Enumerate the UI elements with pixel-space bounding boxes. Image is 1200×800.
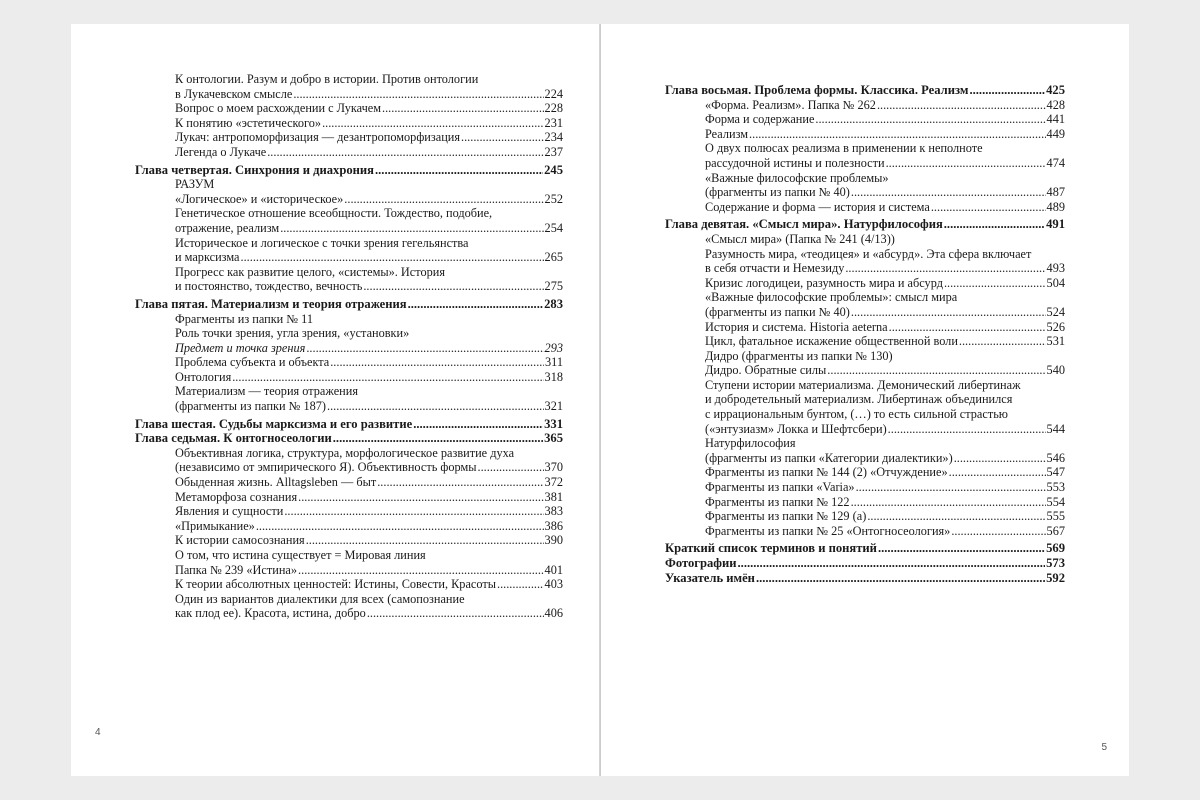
entry-page-number: 474 (1046, 155, 1065, 170)
section-entry (135, 548, 563, 577)
entry-title: (фрагменты из папки № 40) (705, 185, 850, 200)
entry-page-number: 428 (1046, 97, 1065, 112)
chapter-entry (665, 83, 1065, 98)
entry-text-line: и добродетельный материализм. Либертинаж объединился (705, 392, 1013, 407)
entry-title: Глава седьмая. К онтогносеологии (135, 431, 332, 446)
entry-title: Глава восьмая. Проблема формы. Классика. Реализм (665, 83, 969, 97)
section-entry (135, 312, 563, 341)
entry-title: Роль точки зрения, угла зрения, «установки» (175, 326, 410, 341)
entry-text-line: Генетическое отношение всеобщности. Тождество, подобие, (175, 206, 493, 221)
entry-title: Фрагменты из папки № 25 «Онтогносеология» (705, 523, 951, 538)
entry-page-number: 245 (544, 162, 563, 177)
section-entry (135, 475, 563, 490)
entry-page-number: 365 (544, 431, 563, 446)
chapter-entry (135, 163, 563, 178)
entry-page-number: 554 (1046, 494, 1065, 509)
dot-leader (461, 130, 544, 145)
entry-text-line: Фрагменты из папки № 11 (175, 311, 313, 326)
entry-title: (независимо от эмпирического Я). Объективность формы (175, 460, 477, 475)
entry-text-line: «Смысл мира» (Папка № 241 (4/13)) (705, 231, 895, 246)
entry-page-number: 567 (1046, 523, 1065, 538)
entry-text-line: Материализм — теория отражения (175, 384, 358, 399)
entry-title: Кризис логодицеи, разумность мира и абсурд (705, 275, 943, 290)
dot-leader (363, 279, 543, 294)
section-entry (135, 384, 563, 413)
dot-leader (944, 276, 1046, 291)
dot-leader (851, 185, 1046, 200)
entry-title: К истории самосознания (175, 533, 305, 548)
dot-leader (749, 127, 1046, 142)
dot-leader (738, 556, 1046, 571)
entry-title: «Примыкание» (175, 518, 255, 533)
entry-title: Форма и содержание (705, 112, 815, 127)
dot-leader (827, 363, 1045, 378)
section-entry (135, 533, 563, 548)
entry-page-number: 228 (544, 101, 563, 116)
entry-text-line: Натурфилософия (705, 436, 796, 451)
dot-leader (377, 475, 543, 490)
entry-text-line: «Важные философские проблемы» (705, 170, 889, 185)
chapter-entry (135, 297, 563, 312)
dot-leader (367, 606, 544, 621)
entry-text-line: Дидро (фрагменты из папки № 130) (705, 348, 893, 363)
entry-title: («энтузиазм» Локка и Шефтсбери) (705, 421, 887, 436)
entry-page-number: 293 (544, 340, 563, 355)
dot-leader (256, 519, 544, 534)
entry-title: отражение, реализм (175, 220, 280, 235)
dot-leader (497, 577, 544, 592)
dot-leader (954, 451, 1046, 466)
entry-page-number: 331 (544, 416, 563, 431)
section-entry (665, 112, 1065, 127)
entry-page-number: 254 (544, 220, 563, 235)
entry-title: Легенда о Лукаче (175, 144, 267, 159)
section-entry (665, 436, 1065, 465)
entry-title: Цикл, фатальное искажение общественной воли (705, 334, 958, 349)
section-entry (665, 290, 1065, 319)
entry-title: Краткий список терминов и понятий (665, 541, 877, 556)
dot-leader (877, 98, 1046, 113)
section-entry (665, 320, 1065, 335)
dot-leader (878, 541, 1045, 556)
dot-leader (889, 320, 1046, 335)
dot-leader (344, 192, 543, 207)
entry-text-line: «Важные философские проблемы»: смысл мира (705, 290, 958, 305)
section-entry (665, 127, 1065, 142)
entry-page-number: 318 (544, 369, 563, 384)
dot-leader (959, 334, 1046, 349)
dot-leader (478, 460, 544, 475)
entry-text-line: Разумность мира, «теодицея» и «абсурд». Эта сфера включает (705, 246, 1032, 261)
section-entry (135, 72, 563, 101)
entry-page-number: 531 (1046, 334, 1065, 349)
dot-leader (232, 370, 543, 385)
dot-leader (298, 563, 544, 578)
entry-page-number: 283 (544, 296, 563, 311)
section-entry (665, 480, 1065, 495)
section-entry (135, 490, 563, 505)
entry-title: Содержание и форма — история и система (705, 199, 930, 214)
entry-title: Указатель имён (665, 570, 755, 585)
entry-title: и марксизма (175, 250, 240, 265)
entry-title: Фрагменты из папки № 144 (2) «Отчуждение» (705, 465, 948, 480)
dot-leader (298, 490, 543, 505)
entry-page-number: 383 (544, 504, 563, 519)
section-entry (135, 206, 563, 235)
entry-text-line: Ступени истории материализма. Демонический либертинаж (705, 377, 1021, 392)
dot-leader (330, 355, 544, 370)
section-entry (665, 349, 1065, 378)
entry-title: Глава четвертая. Синхрония и диахрония (135, 162, 374, 177)
entry-page-number: 237 (544, 144, 563, 159)
section-entry (665, 141, 1065, 170)
section-entry (135, 446, 563, 475)
dot-leader (856, 480, 1046, 495)
section-entry (135, 236, 563, 265)
entry-page-number: 487 (1046, 185, 1065, 200)
entry-text-line: О двух полюсах реализма в применении к неполноте (705, 141, 983, 156)
dot-leader (951, 524, 1045, 539)
dot-leader (851, 305, 1046, 320)
section-entry (135, 145, 563, 160)
entry-page-number: 441 (1046, 112, 1065, 127)
entry-text-line: Прогресс как развитие целого, «системы». История (175, 264, 446, 279)
page-number: 5 (1101, 742, 1107, 753)
section-entry (135, 265, 563, 294)
entry-title: Онтология (175, 369, 232, 384)
entry-text-line: РАЗУМ (175, 177, 215, 192)
dot-leader (322, 116, 543, 131)
table-of-contents (135, 72, 563, 621)
section-entry (665, 98, 1065, 113)
dot-leader (756, 571, 1045, 586)
entry-title: Предмет и точка зрения (175, 340, 306, 355)
entry-text-line: О том, что истина существует = Мировая линия (175, 548, 426, 562)
entry-text-line: с иррациональным бунтом, (…) то есть сильной страстью (705, 407, 1008, 422)
section-entry (135, 355, 563, 370)
dot-leader (886, 156, 1046, 171)
chapter-entry (665, 541, 1065, 556)
chapter-entry (135, 417, 563, 432)
entry-page-number: 386 (544, 518, 563, 533)
dot-leader (333, 431, 543, 446)
section-entry (665, 465, 1065, 480)
entry-page-number: 553 (1046, 480, 1065, 495)
dot-leader (408, 297, 544, 312)
entry-title: в Лукачевском смысле (175, 86, 293, 101)
section-entry (665, 232, 1065, 276)
entry-page-number: 311 (545, 355, 563, 370)
entry-page-number: 252 (544, 191, 563, 206)
entry-title: как плод ее). Красота, истина, добро (175, 606, 366, 621)
entry-page-number: 275 (544, 279, 563, 294)
entry-title: Обыденная жизнь. Alltagsleben — быт (175, 475, 377, 490)
entry-title: Фотографии (665, 556, 737, 570)
section-entry (135, 519, 563, 534)
entry-title: История и система. Historia aeterna (705, 319, 888, 334)
entry-page-number: 592 (1046, 570, 1065, 585)
entry-title: Дидро. Обратные силы (705, 363, 827, 378)
section-entry (135, 577, 563, 592)
section-entry (135, 177, 563, 206)
chapter-entry (665, 571, 1065, 586)
section-entry (135, 504, 563, 519)
dot-leader (382, 101, 544, 116)
dot-leader (969, 83, 1045, 98)
entry-page-number: 401 (544, 562, 563, 577)
entry-page-number: 573 (1046, 556, 1065, 570)
entry-title: «Форма. Реализм». Папка № 262 (705, 97, 876, 112)
entry-page-number: 493 (1046, 261, 1065, 276)
dot-leader (944, 217, 1045, 232)
entry-page-number: 524 (1046, 304, 1065, 319)
entry-title: «Логическое» и «историческое» (175, 191, 344, 206)
entry-title: Лукач: антропоморфизация — дезантропоморфизация (175, 130, 461, 145)
section-entry (135, 101, 563, 116)
entry-page-number: 390 (544, 533, 563, 548)
entry-page-number: 491 (1046, 217, 1065, 232)
dot-leader (867, 509, 1045, 524)
page-number: 4 (95, 727, 101, 738)
entry-page-number: 321 (544, 399, 563, 414)
entry-page-number: 370 (544, 460, 563, 475)
entry-page-number: 540 (1046, 363, 1065, 378)
entry-text-line: К онтологии. Разум и добро в истории. Против онтологии (175, 72, 479, 86)
dot-leader (375, 163, 543, 178)
entry-title: Метаморфоза сознания (175, 489, 298, 504)
dot-leader (293, 87, 543, 102)
section-entry (665, 276, 1065, 291)
entry-title: Глава шестая. Судьбы марксизма и его развитие (135, 416, 413, 431)
entry-title: и постоянство, тождество, вечность (175, 279, 363, 294)
left-page (71, 24, 599, 776)
dot-leader (241, 250, 544, 265)
entry-page-number: 555 (1046, 509, 1065, 524)
entry-title: рассудочной истины и полезности (705, 155, 885, 170)
entry-page-number: 544 (1046, 421, 1065, 436)
entry-page-number: 504 (1046, 275, 1065, 290)
entry-title: Реализм (705, 126, 749, 141)
entry-page-number: 547 (1046, 465, 1065, 480)
entry-title: Явления и сущности (175, 504, 284, 519)
section-entry (665, 200, 1065, 215)
entry-text-line: Один из вариантов диалектики для всех (самопознание (175, 591, 465, 606)
dot-leader (413, 417, 543, 432)
section-entry (135, 592, 563, 621)
dot-leader (267, 145, 543, 160)
section-entry (665, 495, 1065, 510)
table-of-contents (665, 83, 1065, 585)
dot-leader (888, 422, 1046, 437)
chapter-entry (665, 556, 1065, 571)
entry-text-line: Объективная логика, структура, морфологическое развитие духа (175, 445, 515, 460)
entry-page-number: 265 (544, 250, 563, 265)
entry-text-line: Историческое и логическое с точки зрения гегельянства (175, 235, 469, 250)
entry-title: Проблема субъекта и объекта (175, 355, 330, 370)
entry-page-number: 526 (1046, 319, 1065, 334)
entry-title: Глава пятая. Материализм и теория отражения (135, 296, 407, 311)
entry-page-number: 449 (1046, 126, 1065, 141)
dot-leader (327, 399, 544, 414)
entry-page-number: 372 (544, 475, 563, 490)
section-entry (135, 116, 563, 131)
entry-title: Фрагменты из папки «Varia» (705, 480, 855, 495)
dot-leader (949, 465, 1046, 480)
entry-page-number: 425 (1046, 83, 1065, 97)
dot-leader (815, 112, 1045, 127)
dot-leader (845, 261, 1045, 276)
entry-title: Папка № 239 «Истина» (175, 562, 298, 577)
entry-title: Глава девятая. «Смысл мира». Натурфилософия (665, 217, 943, 232)
entry-page-number: 546 (1046, 450, 1065, 465)
entry-page-number: 224 (544, 86, 563, 101)
section-entry (665, 378, 1065, 436)
entry-title: Вопрос о моем расхождении с Лукачем (175, 101, 382, 116)
entry-title: К теории абсолютных ценностей: Истины, Совести, Красоты (175, 577, 496, 592)
section-entry (665, 509, 1065, 524)
section-entry (665, 524, 1065, 539)
entry-page-number: 381 (544, 489, 563, 504)
entry-title: К понятию «эстетического» (175, 115, 322, 130)
dot-leader (306, 341, 543, 356)
section-entry (135, 130, 563, 145)
section-entry (665, 171, 1065, 200)
entry-title: (фрагменты из папки «Категории диалектики») (705, 450, 953, 465)
dot-leader (851, 495, 1046, 510)
entry-page-number: 489 (1046, 199, 1065, 214)
section-entry (665, 334, 1065, 349)
dot-leader (284, 504, 543, 519)
entry-title: в себя отчасти и Немезиду (705, 261, 845, 276)
dot-leader (931, 200, 1046, 215)
entry-page-number: 403 (544, 577, 563, 592)
entry-title: (фрагменты из папки № 40) (705, 304, 850, 319)
entry-page-number: 231 (544, 115, 563, 130)
entry-page-number: 234 (544, 130, 563, 145)
chapter-entry (135, 431, 563, 446)
dot-leader (306, 533, 544, 548)
section-entry (135, 341, 563, 356)
chapter-entry (665, 217, 1065, 232)
section-entry (135, 370, 563, 385)
entry-page-number: 406 (544, 606, 563, 621)
entry-title: (фрагменты из папки № 187) (175, 399, 327, 414)
entry-title: Фрагменты из папки № 129 (а) (705, 509, 867, 524)
entry-title: Фрагменты из папки № 122 (705, 494, 850, 509)
entry-page-number: 569 (1046, 541, 1065, 556)
dot-leader (280, 221, 543, 236)
right-page (601, 24, 1129, 776)
